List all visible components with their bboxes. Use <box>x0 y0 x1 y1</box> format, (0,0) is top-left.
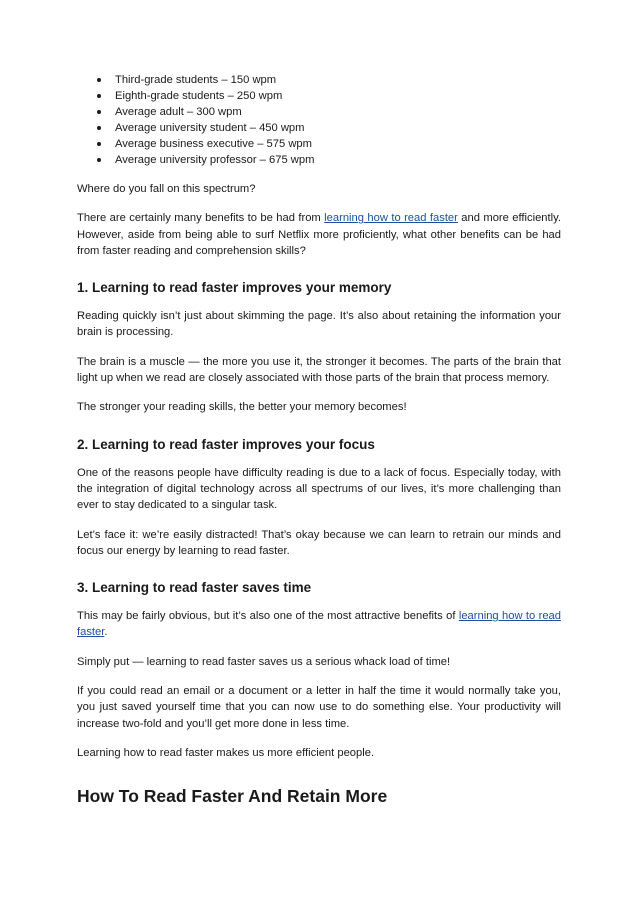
section-heading-time: 3. Learning to read faster saves time <box>77 580 312 596</box>
learning-to-read-faster-link[interactable]: learning how to read faster <box>324 212 458 225</box>
list-item: Third-grade students – 150 wpm <box>77 72 561 88</box>
benefits-text-start: There are certainly many benefits to be had from <box>77 212 325 225</box>
paragraph: The stronger your reading skills, the better your memory becomes! <box>77 401 407 414</box>
paragraph <box>77 608 561 641</box>
paragraph: One of the reasons people have difficulty reading is due to a lack of focus. Especially today, with the integration of digital technology across all spectrums of our lives, it’s more challenging than ever to stay dedicated to a singular task. <box>77 466 561 512</box>
paragraph: Reading quickly isn’t just about skimming the page. It’s also about retaining the information your brain is processing. <box>77 310 561 339</box>
paragraph: Let’s face it: we’re easily distracted! That’s okay because we can learn to retrain our minds and focus our energy by learning to read faster. <box>77 528 561 557</box>
benefits-paragraph <box>77 210 561 259</box>
paragraph: The brain is a muscle — the more you use it, the stronger it becomes. The parts of the brain that light up when we read are closely associated with those parts of the brain that process memory. <box>77 355 561 385</box>
closing-heading: How To Read Faster And Retain More <box>77 786 388 807</box>
list-item: Average university professor – 675 wpm <box>77 152 561 168</box>
spectrum-question: Where do you fall on this spectrum? <box>77 183 256 195</box>
list-item: Average university student – 450 wpm <box>77 120 561 136</box>
paragraph-text-end: . <box>104 626 108 639</box>
paragraph-text-start: This may be fairly obvious, but it’s also one of the most attractive benefits of <box>77 610 459 623</box>
list-item: Eighth-grade students – 250 wpm <box>77 88 561 104</box>
paragraph: Learning how to read faster makes us more efficient people. <box>77 746 375 759</box>
list-item: Average adult – 300 wpm <box>77 104 561 120</box>
reading-speed-list <box>77 72 561 168</box>
paragraph: If you could read an email or a document or a letter in half the time it would normally take you, you just saved yourself time that you can now use to do something else. Your productivity will increase two-fold and you’ll get more done in less time. <box>77 685 561 730</box>
list-item: Average business executive – 575 wpm <box>77 136 561 152</box>
section-heading-focus: 2. Learning to read faster improves your focus <box>77 436 375 452</box>
benefits-text-end: and more efficiently. However, aside from being able to surf Netflix more proficiently, what other benefits can be had from faster reading and comprehension skills? <box>77 212 561 257</box>
document-page <box>77 72 561 807</box>
learning-how-to-read-faster-link[interactable]: learning how to read faster <box>77 610 561 639</box>
section-heading-memory: 1. Learning to read faster improves your memory <box>77 280 392 296</box>
paragraph: Simply put — learning to read faster saves us a serious whack load of time! <box>77 655 451 668</box>
